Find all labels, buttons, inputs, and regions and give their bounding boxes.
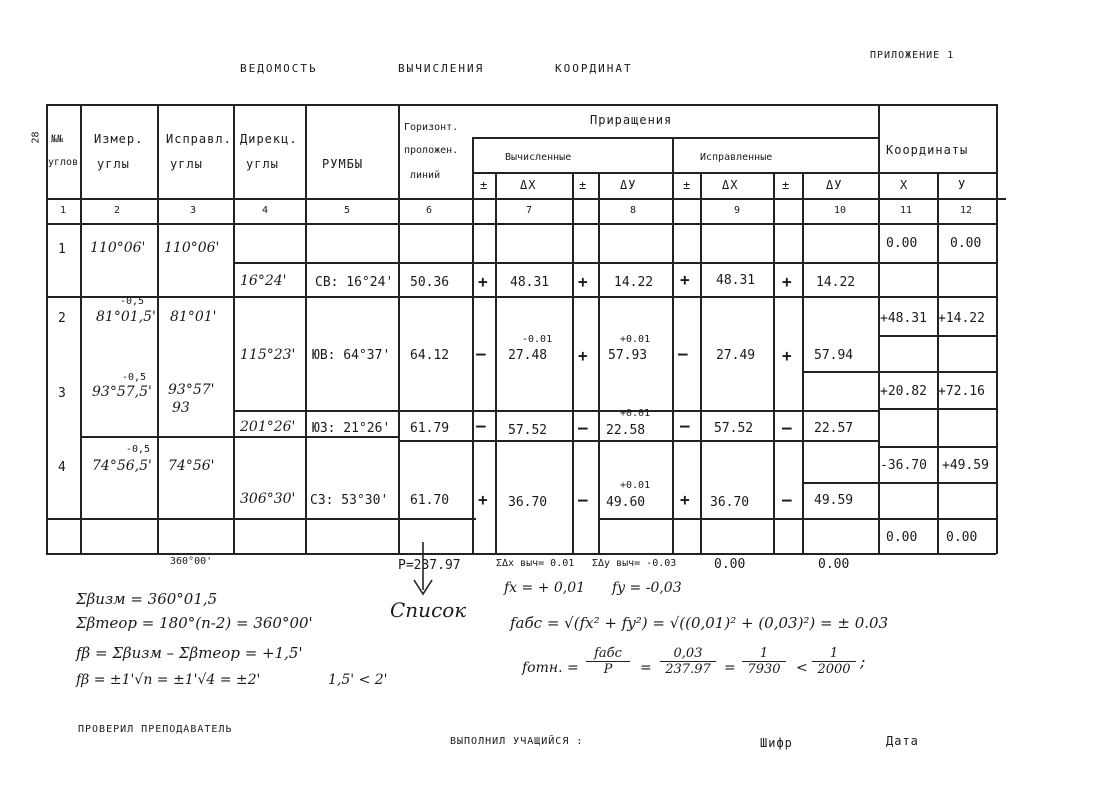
sum-corrected-dx: 0.00 — [714, 557, 746, 572]
dx-correction: -0.01 — [522, 334, 553, 345]
col-number: 3 — [190, 205, 197, 216]
sum-angles: 360°00' — [170, 556, 213, 567]
sign: – — [782, 490, 792, 509]
col-number: 4 — [262, 205, 269, 216]
fraction-1 — [586, 646, 630, 677]
sign: + — [680, 270, 690, 289]
fabs-formula: fабс = √(fx² + fy²) = √((0,01)² + (0,03)²) = ± 0.03 — [510, 614, 889, 632]
coord-x: +48.31 — [880, 311, 927, 326]
semicolon: ; — [860, 652, 866, 671]
col-number: 1 — [60, 205, 67, 216]
sign: + — [782, 346, 792, 365]
equals-sign: = — [640, 660, 652, 676]
rumb: СЗ: 53°30' — [310, 493, 389, 508]
sum-corrected-dy: 0.00 — [818, 557, 850, 572]
dx-header-1: ΔX — [520, 178, 537, 192]
dy-correction: +0.01 — [620, 334, 651, 345]
measured-angle: 81°01,5' — [96, 309, 156, 325]
sign: – — [476, 416, 486, 435]
sign: – — [476, 344, 486, 363]
fotn-label: fотн. = — [522, 660, 579, 676]
station-number: 3 — [58, 386, 66, 401]
y-header: У — [958, 178, 967, 192]
computed-dy: 14.22 — [614, 275, 654, 290]
sum-dx: ΣΔx выч= 0.01 — [496, 558, 575, 569]
less-than-sign: < — [796, 660, 808, 676]
pm-header-2: ± — [579, 178, 588, 192]
station-number: 2 — [58, 311, 66, 326]
date-label: Дата — [886, 734, 919, 748]
distance: 61.79 — [410, 421, 450, 436]
fraction-2 — [660, 646, 716, 677]
distance: 64.12 — [410, 348, 450, 363]
measured-angle: 74°56,5' — [92, 458, 152, 474]
col-number: 7 — [526, 205, 533, 216]
station-number: 1 — [58, 242, 66, 257]
fraction-3-num: 1 — [742, 646, 786, 662]
corrected-dx: 36.70 — [710, 495, 750, 510]
fraction-4-num: 1 — [812, 646, 856, 662]
sign: – — [578, 418, 588, 437]
fx-value: fx = + 0,01 — [504, 580, 586, 596]
title-word-2: ВЫЧИСЛЕНИЯ — [398, 62, 485, 75]
col1-header-sub: углов — [48, 157, 79, 168]
sign: + — [680, 490, 690, 509]
measured-angle: 93°57,5' — [92, 384, 152, 400]
col6-header-b: проложен. — [404, 145, 459, 156]
side-mark: 28 — [30, 131, 42, 144]
corrected-angle: 81°01' — [170, 309, 217, 325]
fraction-1-den: P — [603, 662, 613, 677]
station-number: 4 — [58, 460, 66, 475]
x-header: Х — [900, 178, 909, 192]
sign: + — [782, 272, 792, 291]
fraction-2-den: 237.97 — [665, 662, 711, 677]
sign: – — [782, 418, 792, 437]
spisok-note: Список — [390, 598, 467, 622]
col6-header-c: линий — [410, 170, 441, 181]
calc-line-3: fβ = Σβизм – Σβтеор = +1,5' — [76, 644, 303, 662]
fraction-2-num: 0,03 — [660, 646, 716, 662]
distance: 50.36 — [410, 275, 450, 290]
direction-angle: 201°26' — [240, 419, 296, 435]
corrected-angle: 74°56' — [168, 458, 215, 474]
coord-y: +72.16 — [938, 384, 985, 399]
fraction-3 — [742, 646, 786, 677]
sign: – — [680, 416, 690, 435]
col-number: 9 — [734, 205, 741, 216]
fy-value: fy = -0,03 — [612, 580, 682, 596]
rumb: ЮЗ: 21°26' — [312, 421, 391, 436]
col6-header: Горизонт. — [404, 122, 459, 133]
sign: – — [678, 344, 688, 363]
col-number: 5 — [344, 205, 351, 216]
measured-angle: 110°06' — [90, 240, 146, 256]
rumb: СВ: 16°24' — [315, 275, 394, 290]
corrected-dx: 57.52 — [714, 421, 754, 436]
title-word-3: КООРДИНАТ — [555, 62, 633, 75]
col1-header: №№ — [51, 134, 64, 145]
cipher-label: Шифр — [760, 736, 793, 750]
col4-header-sub: углы — [246, 157, 279, 171]
sign: + — [478, 490, 488, 509]
corrected-dy: 49.59 — [814, 493, 854, 508]
corrected-header: Исправленные — [700, 152, 773, 163]
coord-x: 0.00 — [886, 530, 918, 545]
dy-correction: +0.01 — [620, 408, 651, 419]
sign: – — [578, 490, 588, 509]
col-number: 2 — [114, 205, 121, 216]
corrected-angle-note: 93 — [172, 400, 190, 416]
sum-dy: ΣΔy выч= -0.03 — [592, 558, 677, 569]
computed-dx: 36.70 — [508, 495, 548, 510]
corrected-dy: 22.57 — [814, 421, 854, 436]
title-word-1: ВЕДОМОСТЬ — [240, 62, 318, 75]
col4-header: Дирекц. — [240, 132, 298, 146]
rumb: ЮВ: 64°37' — [312, 348, 391, 363]
corrected-dy: 14.22 — [816, 275, 856, 290]
fraction-3-den: 7930 — [747, 662, 781, 677]
sign: + — [478, 272, 488, 291]
perimeter: P=237.97 — [398, 558, 461, 573]
pm-header-1: ± — [480, 178, 489, 192]
computed-dy: 49.60 — [606, 495, 646, 510]
done-by-label: ВЫПОЛНИЛ УЧАЩИЙСЯ : — [450, 736, 584, 747]
checked-by-label: ПРОВЕРИЛ ПРЕПОДАВАТЕЛЬ — [78, 724, 233, 735]
col-number: 8 — [630, 205, 637, 216]
dx-header-2: ΔX — [722, 178, 739, 192]
distance: 61.70 — [410, 493, 450, 508]
direction-angle: 306°30' — [240, 491, 296, 507]
coord-x: -36.70 — [880, 458, 927, 473]
equals-sign: = — [724, 660, 736, 676]
col3-header: Исправл. — [166, 132, 232, 146]
col5-header: РУМБЫ — [322, 157, 364, 171]
angle-correction: -0,5 — [120, 296, 145, 307]
appendix-label: ПРИЛОЖЕНИЕ 1 — [870, 50, 955, 61]
down-arrow-icon — [408, 540, 438, 600]
coord-y: +14.22 — [938, 311, 985, 326]
computed-dx: 48.31 — [510, 275, 550, 290]
calc-line-1: Σβизм = 360°01,5 — [76, 590, 218, 608]
increments-header: Приращения — [590, 113, 673, 127]
col2-header: Измер. — [94, 132, 144, 146]
col-number: 10 — [834, 205, 847, 216]
coord-y: 0.00 — [946, 530, 978, 545]
pm-header-4: ± — [782, 178, 791, 192]
pm-header-3: ± — [683, 178, 692, 192]
corrected-dy: 57.94 — [814, 348, 854, 363]
angle-correction: -0,5 — [126, 444, 151, 455]
corrected-dx: 27.49 — [716, 348, 756, 363]
corrected-angle: 110°06' — [164, 240, 220, 256]
corrected-dx: 48.31 — [716, 273, 756, 288]
angle-correction: -0,5 — [122, 372, 147, 383]
dy-correction: +0.01 — [620, 480, 651, 491]
coord-x: 0.00 — [886, 236, 918, 251]
direction-angle: 115°23' — [240, 347, 296, 363]
col2-header-sub: углы — [97, 157, 130, 171]
coord-y: +49.59 — [942, 458, 989, 473]
fraction-4 — [812, 646, 856, 677]
sign: + — [578, 346, 588, 365]
coord-x: +20.82 — [880, 384, 927, 399]
dy-header-2: ΔУ — [826, 178, 843, 192]
computed-dx: 57.52 — [508, 423, 548, 438]
computed-dx: 27.48 — [508, 348, 548, 363]
dy-header-1: ΔУ — [620, 178, 637, 192]
col3-header-sub: углы — [170, 157, 203, 171]
calc-line-4-compare: 1,5' < 2' — [328, 672, 388, 688]
corrected-angle: 93°57' — [168, 382, 215, 398]
col-number: 11 — [900, 205, 913, 216]
calc-line-2: Σβтеор = 180°(n-2) = 360°00' — [76, 614, 313, 632]
col-number: 6 — [426, 205, 433, 216]
calc-line-4: fβ = ±1'√n = ±1'√4 = ±2' — [76, 672, 261, 688]
computed-header: Вычисленные — [505, 152, 572, 163]
fraction-4-den: 2000 — [817, 662, 851, 677]
sign: + — [578, 272, 588, 291]
computed-dy: 57.93 — [608, 348, 648, 363]
direction-angle: 16°24' — [240, 273, 287, 289]
coordinates-header: Координаты — [886, 143, 969, 157]
fraction-1-num: fабс — [586, 646, 630, 662]
computed-dy: 22.58 — [606, 423, 646, 438]
col-number: 12 — [960, 205, 973, 216]
coord-y: 0.00 — [950, 236, 982, 251]
